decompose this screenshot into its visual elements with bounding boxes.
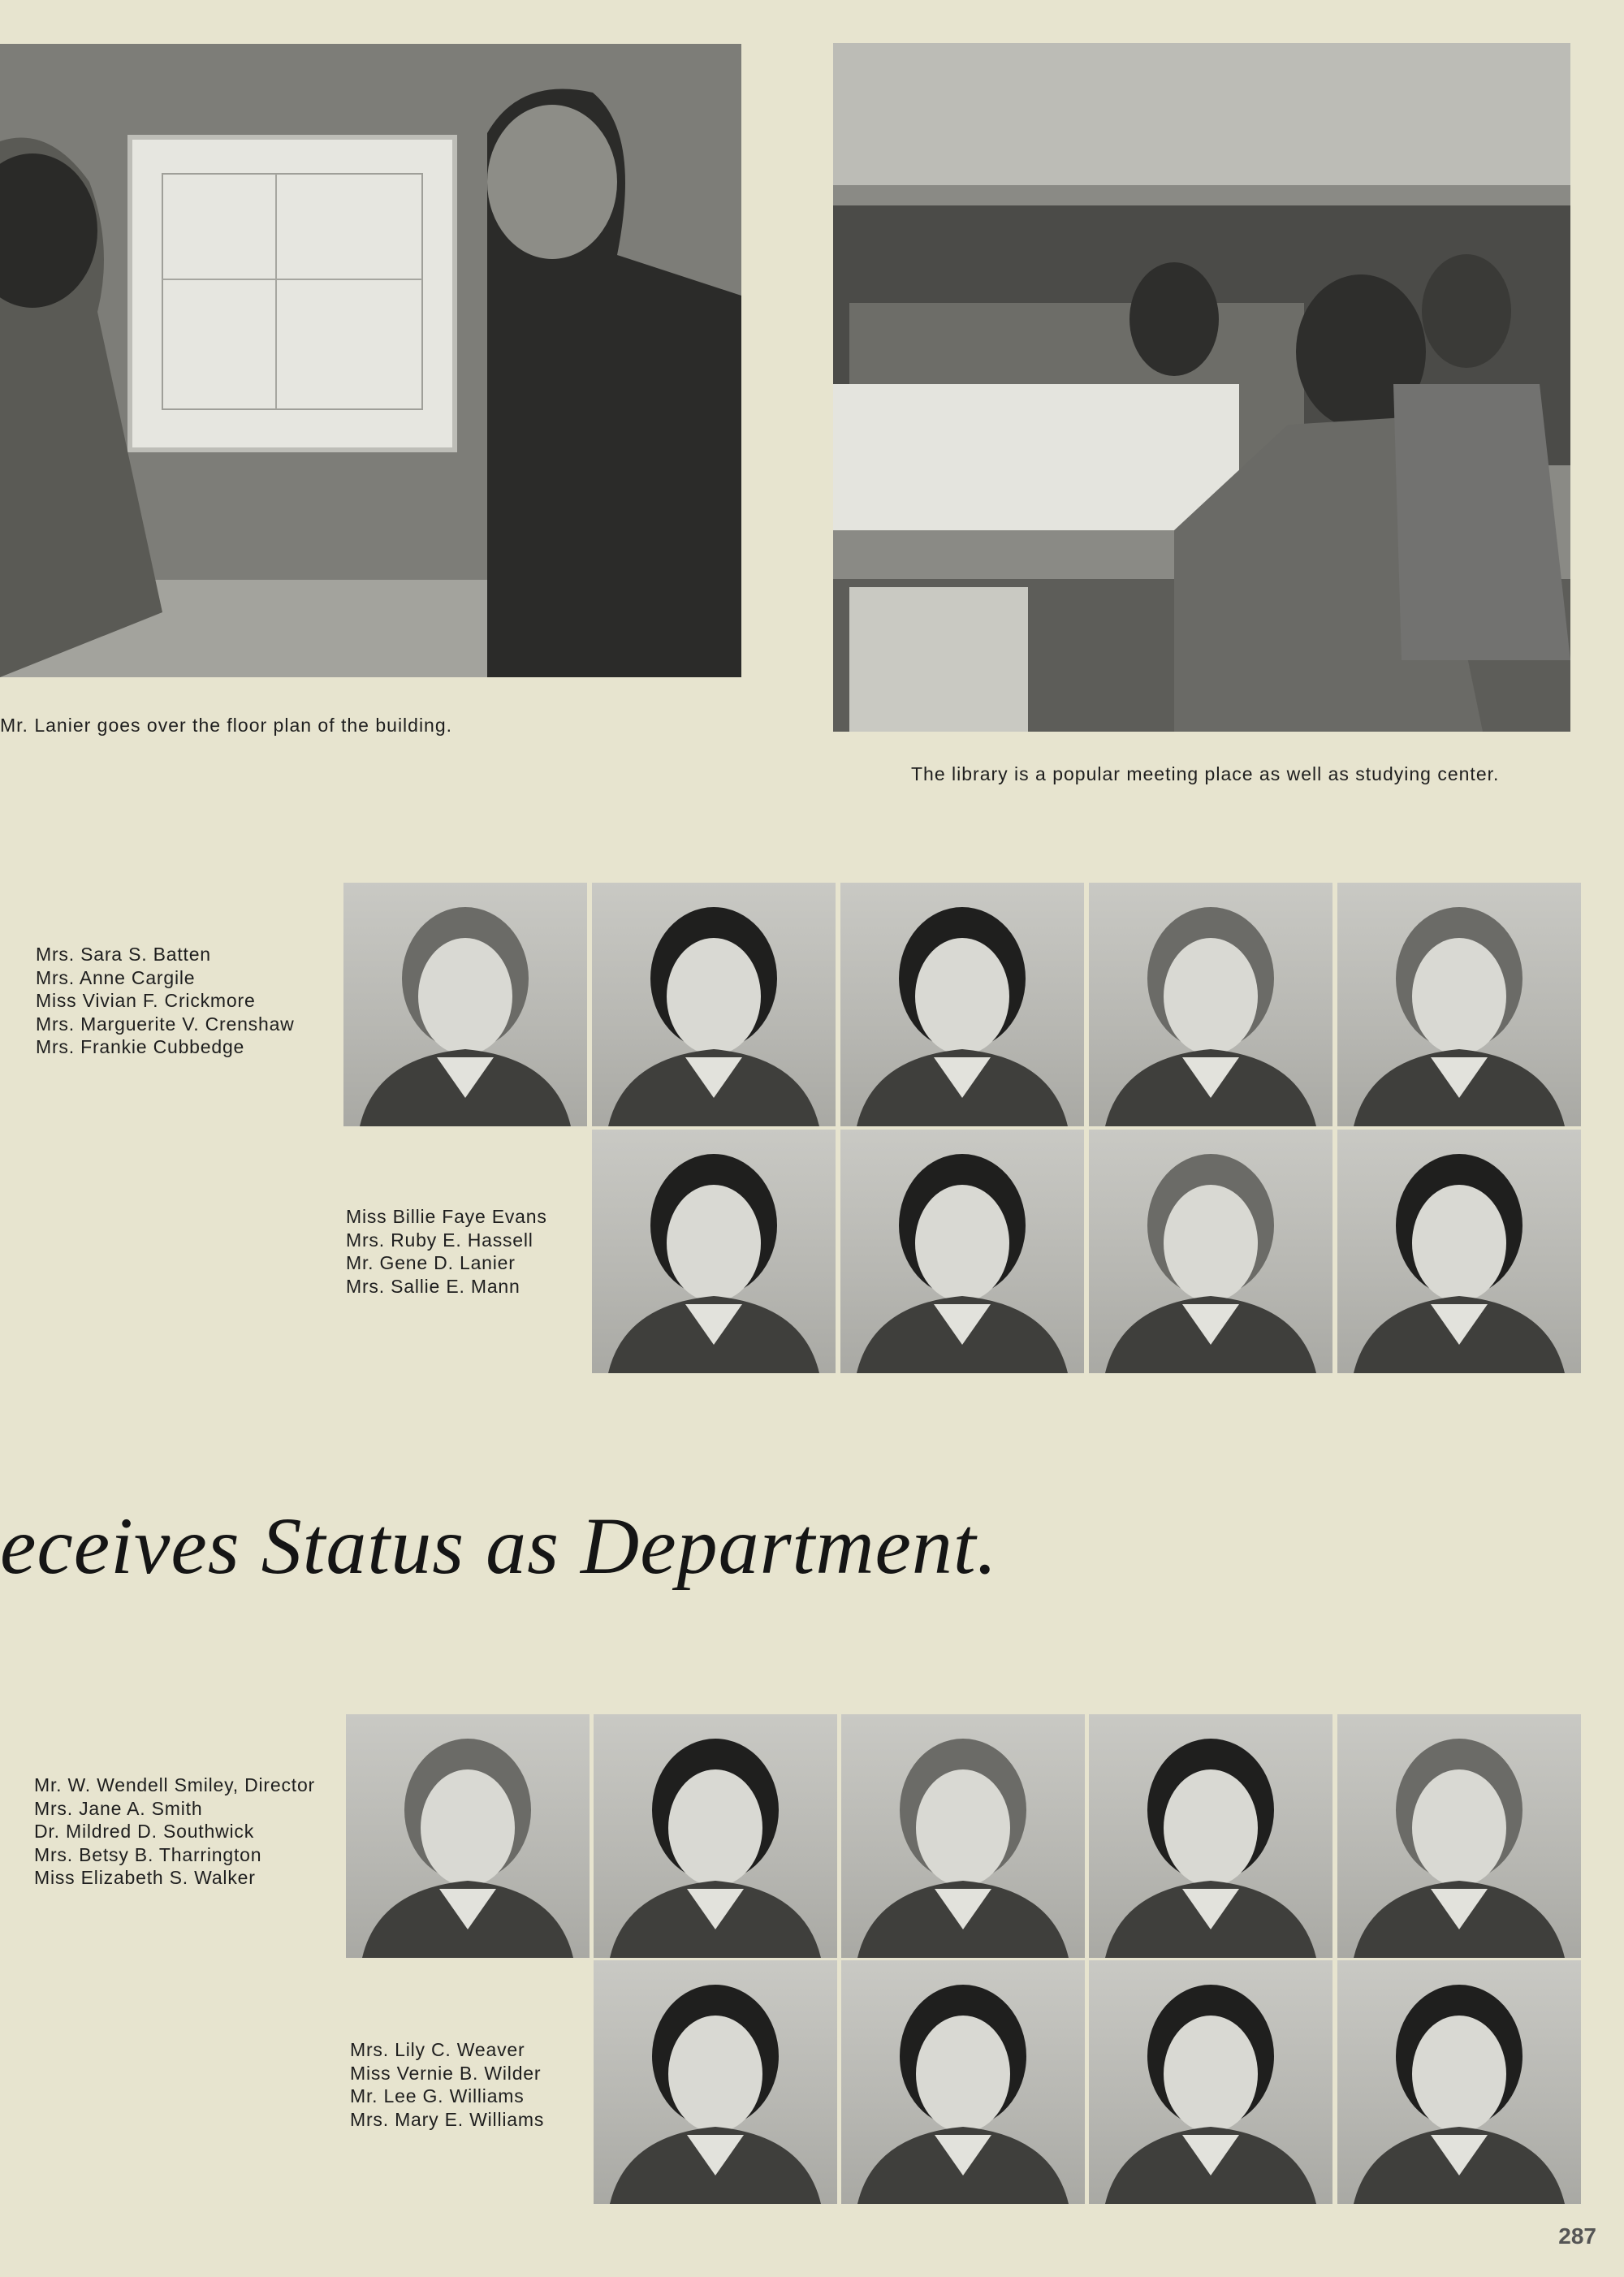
faculty-portrait	[1337, 1714, 1581, 1958]
name: Mrs. Marguerite V. Crenshaw	[36, 1013, 295, 1035]
faculty-portrait	[592, 883, 836, 1126]
group1-row1-names	[36, 943, 295, 1059]
faculty-portrait	[1089, 1130, 1332, 1373]
faculty-portrait	[840, 883, 1084, 1126]
faculty-portrait	[841, 1714, 1085, 1958]
faculty-portrait	[343, 883, 587, 1126]
faculty-portrait	[1337, 883, 1581, 1126]
faculty-portrait	[594, 1960, 837, 2204]
faculty-portrait	[346, 1714, 590, 1958]
name: Mr. W. Wendell Smiley, Director	[34, 1774, 316, 1795]
faculty-portrait	[1089, 1960, 1332, 2204]
name: Mrs. Jane A. Smith	[34, 1797, 203, 1819]
name: Mrs. Ruby E. Hassell	[346, 1229, 533, 1251]
name: Mr. Lee G. Williams	[350, 2085, 525, 2106]
faculty-portrait	[1089, 883, 1332, 1126]
library-caption: The library is a popular meeting place as well as studying center.	[911, 763, 1500, 784]
name: Mrs. Anne Cargile	[36, 966, 196, 988]
name: Mrs. Sara S. Batten	[36, 944, 211, 965]
name: Mrs. Betsy B. Tharrington	[34, 1843, 262, 1865]
name: Mrs. Mary E. Williams	[350, 2108, 545, 2130]
name: Miss Vivian F. Crickmore	[36, 990, 256, 1011]
faculty-portrait	[841, 1960, 1085, 2204]
name: Miss Vernie B. Wilder	[350, 2062, 542, 2084]
name: Miss Billie Faye Evans	[346, 1206, 547, 1227]
faculty-portrait	[1337, 1130, 1581, 1373]
faculty-portrait	[1337, 1960, 1581, 2204]
group2-row1-names	[34, 1774, 315, 1890]
faculty-portrait	[840, 1130, 1084, 1373]
name: Mrs. Lily C. Weaver	[350, 2039, 525, 2060]
section-headline: eceives Status as Department.	[0, 1501, 998, 1591]
floor-plan-caption: Mr. Lanier goes over the floor plan of the building.	[0, 715, 453, 736]
library-photo	[833, 43, 1570, 732]
faculty-portrait	[592, 1130, 836, 1373]
name: Dr. Mildred D. Southwick	[34, 1821, 254, 1842]
name: Miss Elizabeth S. Walker	[34, 1867, 256, 1888]
name: Mr. Gene D. Lanier	[346, 1252, 516, 1273]
floor-plan-photo	[0, 44, 741, 677]
page-number: 287	[1558, 2223, 1596, 2249]
name: Mrs. Sallie E. Mann	[346, 1275, 520, 1297]
group1-row2-names	[346, 1205, 547, 1298]
faculty-portrait	[1089, 1714, 1332, 1958]
name: Mrs. Frankie Cubbedge	[36, 1036, 245, 1057]
group2-row2-names	[350, 2038, 544, 2131]
faculty-portrait	[594, 1714, 837, 1958]
